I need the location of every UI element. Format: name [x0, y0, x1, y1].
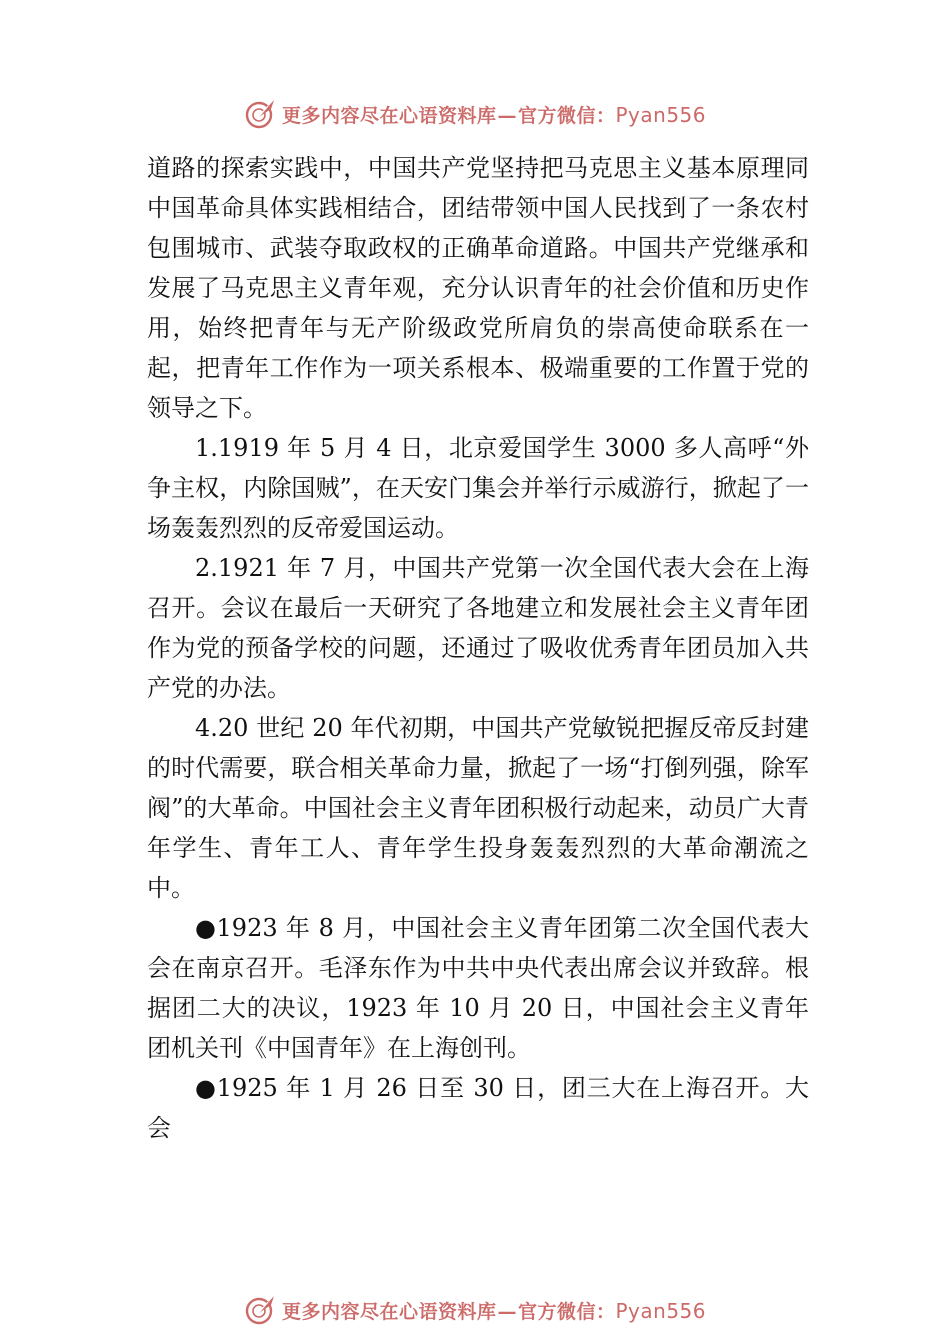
document-body	[147, 148, 809, 1148]
watermark-wechat-label: 官方微信：	[517, 104, 616, 127]
watermark-wechat-label: 官方微信：	[517, 1300, 616, 1323]
paragraph-bullet-1923: ●1923 年 8 月，中国社会主义青年团第二次全国代表大会在南京召开。毛泽东作为中共中央代表出席会议并致辞。根据团二大的决议，1923 年 10 月 20 日，中国社会主义青年团机关刊《中国青年》在上海创刊。	[147, 914, 809, 1062]
watermark-title: 更多内容尽在心语资料库	[281, 104, 497, 127]
watermark-separator: —	[497, 104, 517, 127]
watermark-text	[282, 101, 706, 128]
watermark-wechat-id: Pyan556	[615, 1298, 707, 1323]
quill-logo-icon	[244, 97, 278, 131]
paragraph-continuation: 道路的探索实践中，中国共产党坚持把马克思主义基本原理同中国革命具体实践相结合，团结带领中国人民找到了一条农村包围城市、武装夺取政权的正确革命道路。中国共产党继承和发展了马克思主义青年观，充分认识青年的社会价值和历史作用，始终把青年与无产阶级政党所肩负的崇高使命联系在一起，把青年工作作为一项关系根本、极端重要的工作置于党的领导之下。	[147, 154, 809, 422]
paragraph-item-2: 2.1921 年 7 月，中国共产党第一次全国代表大会在上海召开。会议在最后一天研究了各地建立和发展社会主义青年团作为党的预备学校的问题，还通过了吸收优秀青年团员加入共产党的办法。	[147, 554, 809, 702]
watermark-title: 更多内容尽在心语资料库	[281, 1300, 497, 1323]
paragraph-item-4: 4.20 世纪 20 年代初期，中国共产党敏锐把握反帝反封建的时代需要，联合相关革命力量，掀起了一场“打倒列强，除军阀”的大革命。中国社会主义青年团积极行动起来，动员广大青年学生、青年工人、青年学生投身轰轰烈烈的大革命潮流之中。	[147, 714, 809, 902]
watermark-separator: —	[497, 1300, 517, 1323]
watermark-wechat-id: Pyan556	[615, 102, 707, 127]
watermark-text	[282, 1297, 706, 1324]
header-watermark	[0, 94, 950, 134]
footer-watermark	[0, 1290, 950, 1330]
paragraph-item-1: 1.1919 年 5 月 4 日，北京爱国学生 3000 多人高呼“外争主权，内除国贼”，在天安门集会并举行示威游行，掀起了一场轰轰烈烈的反帝爱国运动。	[147, 434, 809, 542]
paragraph-bullet-1925: ●1925 年 1 月 26 日至 30 日，团三大在上海召开。大会	[147, 1074, 809, 1142]
quill-logo-icon	[244, 1293, 278, 1327]
